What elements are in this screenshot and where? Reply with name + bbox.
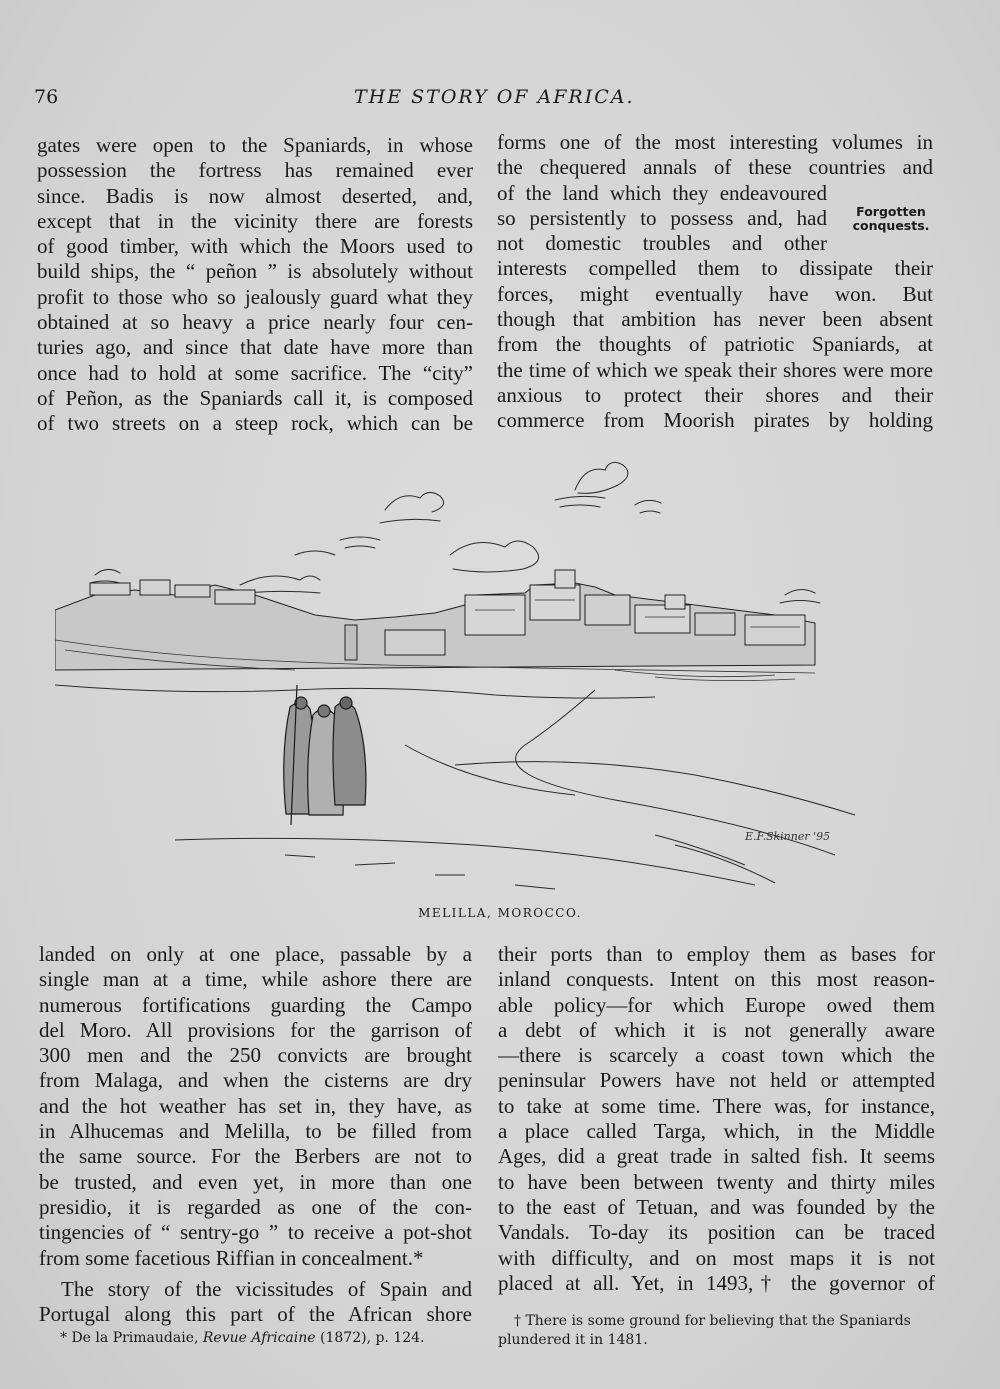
text-line: the chequered annals of these countries and <box>497 155 933 180</box>
text-line: since. Badis is now almost deserted, and, <box>37 183 473 208</box>
text-line: in Alhucemas and Melilla, to be filled from <box>39 1119 472 1144</box>
text-line: profit to those who so jealously guard what they <box>37 284 473 309</box>
text-line: the same source. For the Berbers are not to <box>39 1144 472 1169</box>
text-line: 300 men and the 250 convicts are brought <box>39 1043 472 1068</box>
footnote-marker: * <box>60 1330 67 1346</box>
text-line: forms one of the most interesting volumes in <box>497 130 933 154</box>
column-bottom-left <box>39 942 472 1327</box>
footnote-author: De la Primaudaie, <box>71 1330 199 1346</box>
text-line: anxious to protect their shores and their <box>497 382 933 407</box>
text-line: from the thoughts of patriotic Spaniards, at <box>497 332 933 357</box>
text-line: peninsular Powers have not held or attempted <box>498 1068 935 1093</box>
margin-sidenote <box>846 205 936 233</box>
text-line: commerce from Moorish pirates by holding <box>497 408 933 433</box>
footnote-line: plundered it in 1481. <box>498 1332 648 1348</box>
text-line: from Malaga, and when the cisterns are dry <box>39 1068 472 1093</box>
text-line: though that ambition has never been absent <box>497 307 933 332</box>
melilla-engraving <box>55 445 945 905</box>
text-line: del Moro. All provisions for the garrison of <box>39 1017 472 1042</box>
text-line: possession the fortress has remained ever <box>37 158 473 183</box>
text-line: not domestic troubles and other <box>497 231 827 256</box>
page-number: 76 <box>34 86 59 108</box>
footnote-left <box>60 1329 480 1348</box>
text-line: the time of which we speak their shores were more <box>497 357 933 382</box>
text-line: numerous fortifications guarding the Campo <box>39 992 472 1017</box>
text-line: a place called Targa, which, in the Middle <box>498 1119 935 1144</box>
text-line: of Peñon, as the Spaniards call it, is composed <box>37 385 473 410</box>
text-line: gates were open to the Spaniards, in whose <box>37 133 473 157</box>
text-line: placed at all. Yet, in 1493,† the governor of <box>498 1270 935 1295</box>
column-bottom-right <box>498 942 935 1296</box>
text-line: be trusted, and even yet, in more than one <box>39 1169 472 1194</box>
text-line: of two streets on a steep rock, which can be <box>37 411 473 436</box>
footnote-line: † There is some ground for believing that the Spaniards <box>514 1313 911 1329</box>
text-line: from some facetious Riffian in concealment.* <box>39 1245 424 1270</box>
text-line: able policy—for which Europe owed them <box>498 992 935 1017</box>
text-line: of the land which they endeavoured <box>497 180 827 205</box>
text-line: forces, might eventually have won. But <box>497 281 933 306</box>
text-line: once had to hold at some sacrifice. The “city” <box>37 360 473 385</box>
column-top-right <box>497 130 933 434</box>
text-line: so persistently to possess and, had <box>497 205 827 230</box>
text-line: build ships, the “ peñon ” is absolutely without <box>37 259 473 284</box>
text-line: Ages, did a great trade in salted fish. It seems <box>498 1144 935 1169</box>
text-line: presidio, it is regarded as one of the con- <box>39 1194 472 1219</box>
running-title: THE STORY OF AFRICA. <box>354 86 635 108</box>
text-line: with difficulty, and on most maps it is not <box>498 1245 935 1270</box>
text-line: except that in the vicinity there are forests <box>37 208 473 233</box>
illustration-caption: MELILLA, MOROCCO. <box>418 906 582 920</box>
text-line: of good timber, with which the Moors used to <box>37 234 473 259</box>
text-line: Vandals. To-day its position can be traced <box>498 1220 935 1245</box>
footnote-source: Revue Africaine <box>202 1330 316 1346</box>
illustration-signature: E.F.Skinner '95 <box>745 830 831 843</box>
text-line: a debt of which it is not generally aware <box>498 1017 935 1042</box>
text-line: single man at a time, while ashore there are <box>39 967 472 992</box>
footnote-right <box>498 1312 938 1350</box>
footnote-rest: (1872), p. 124. <box>320 1330 425 1346</box>
text-line: landed on only at one place, passable by a <box>39 942 472 966</box>
text-line: —there is scarcely a coast town which the <box>498 1043 935 1068</box>
sidenote-line: conquests. <box>852 218 930 233</box>
text-line: The story of the vicissitudes of Spain and <box>61 1276 472 1301</box>
text-line: turies ago, and since that date have more than <box>37 335 473 360</box>
text-line: interests compelled them to dissipate their <box>497 256 933 281</box>
text-line: tingencies of “ sentry-go ” to receive a pot-shot <box>39 1220 472 1245</box>
text-line: to have been between twenty and thirty miles <box>498 1169 935 1194</box>
text-line: to take at some time. There was, for instance, <box>498 1093 935 1118</box>
sidenote-line: Forgotten <box>856 204 926 219</box>
text-line: to the east of Tetuan, and was founded by the <box>498 1194 935 1219</box>
page-header <box>34 86 940 112</box>
text-line: Portugal along this part of the African shore <box>39 1302 472 1327</box>
text-line: their ports than to employ them as bases for <box>498 942 935 966</box>
text-line: and the hot weather has set in, they have, as <box>39 1093 472 1118</box>
text-line: inland conquests. Intent on this most reason- <box>498 967 935 992</box>
column-top-left <box>37 133 473 437</box>
text-line: obtained at so heavy a price nearly four cen- <box>37 310 473 335</box>
